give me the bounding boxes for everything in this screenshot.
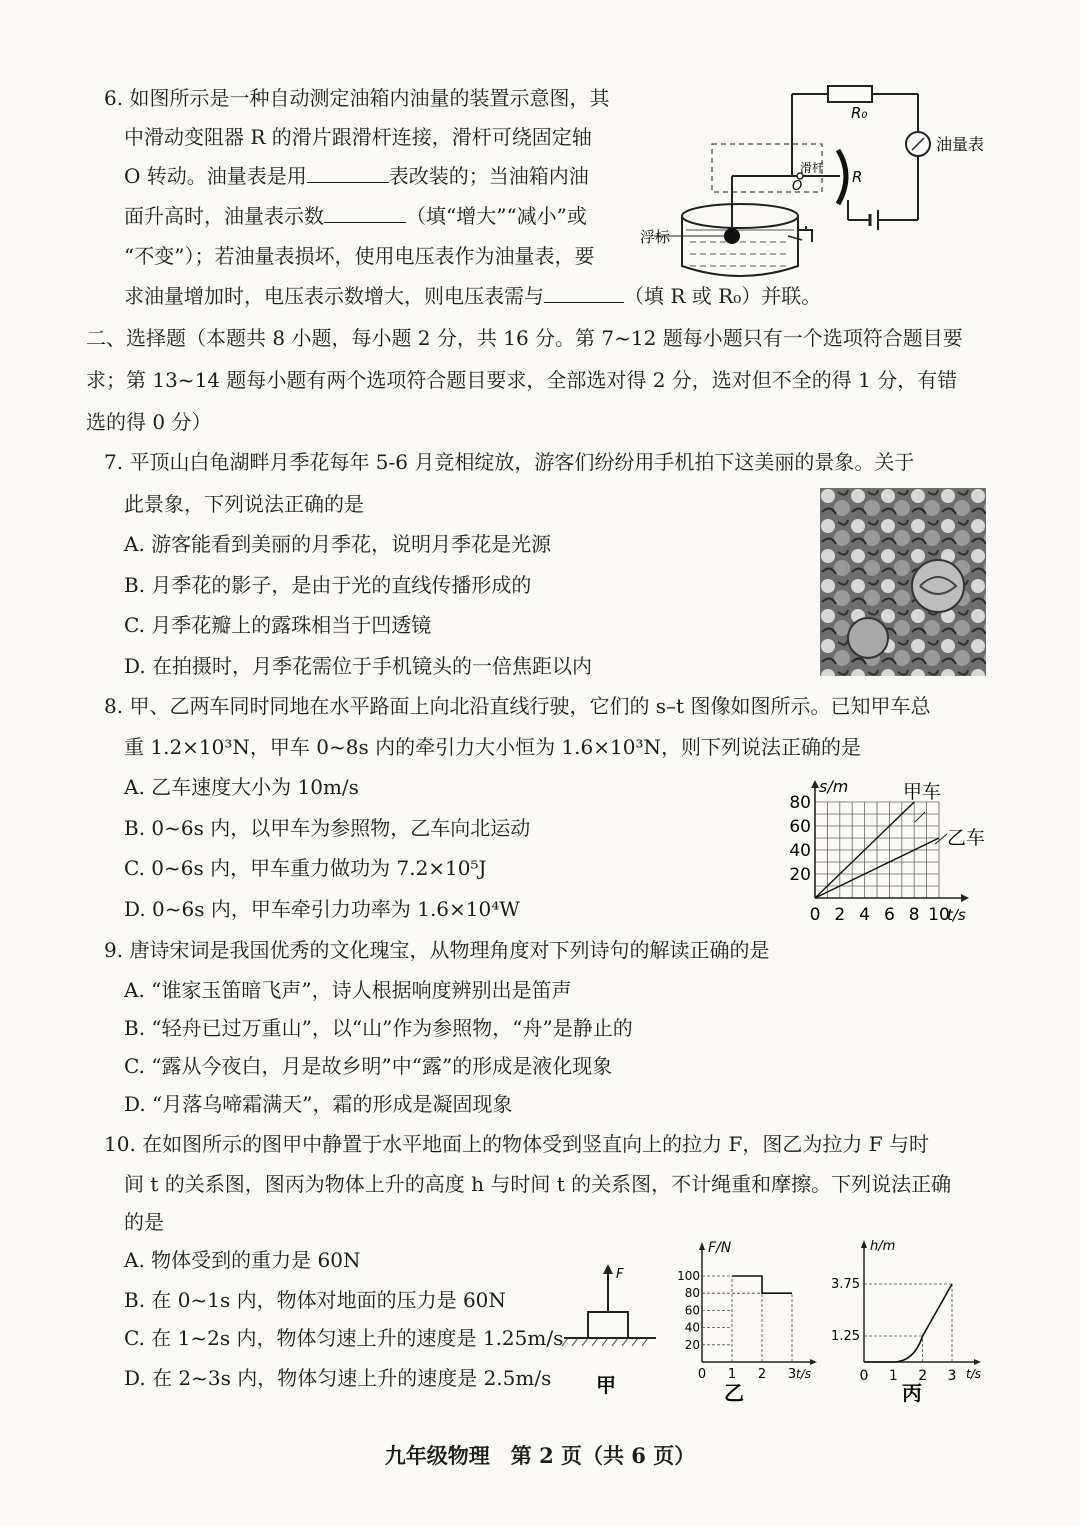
label-float: 浮标	[640, 228, 671, 246]
x-axis-arrow	[810, 1359, 817, 1365]
y-tick-label: 80	[684, 1286, 700, 1301]
q10-line-2: 间 t 的关系图，图丙为物体上升的高度 h 与时间 t 的关系图，不计绳重和摩擦。下列说法正确	[124, 1172, 952, 1196]
q8-option-d[interactable]: D. 0~6s 内，甲车牵引力功率为 1.6×10⁴W	[124, 897, 520, 921]
q6-line-4: 面升高时，油量表示数 （填“增大”“减小”或	[124, 204, 587, 228]
force-line	[732, 1276, 792, 1293]
rose-photo	[820, 488, 986, 676]
x-tick-label: 2	[834, 905, 846, 925]
y-axis-arrow	[861, 1240, 867, 1248]
y-axis-label: s/m	[819, 778, 849, 796]
q8-option-c[interactable]: C. 0~6s 内，甲车重力做功为 7.2×10⁵J	[124, 856, 487, 880]
x-tick-label: 4	[859, 905, 871, 925]
y-tick-label: 20	[789, 865, 811, 885]
x-tick-label: 1	[727, 1367, 737, 1382]
y-tick-label: 100	[677, 1269, 700, 1283]
q8-line-2: 重 1.2×10³N，甲车 0~8s 内的牵引力大小恒为 1.6×10³N，则下列说法正确的是	[124, 735, 861, 759]
q9-option-a[interactable]: A. “谁家玉笛暗飞声”，诗人根据响度辨别出是笛声	[124, 978, 572, 1002]
label-force: F	[616, 1267, 624, 1282]
y-axis-arrow	[699, 1242, 705, 1250]
resistor-r0	[828, 86, 872, 102]
q10-option-d[interactable]: D. 在 2~3s 内，物体匀速上升的速度是 2.5m/s	[124, 1366, 552, 1390]
series-label-jia: 甲车	[903, 781, 942, 803]
x-axis-label: t/s	[966, 1367, 981, 1381]
q6-line-3: O 转动。油量表是用 表改装的；当油箱内油	[124, 164, 589, 188]
answer-blank-2[interactable]	[324, 202, 406, 223]
x-tick-label: 6	[883, 905, 895, 925]
x-axis-label: t/s	[947, 906, 966, 924]
q7-option-b[interactable]: B. 月季花的影子，是由于光的直线传播形成的	[124, 573, 532, 597]
section2-line-1: 二、选择题（本题共 8 小题，每小题 2 分，共 16 分。第 7~12 题每小题只有一个选项符合题目要	[86, 326, 963, 350]
q8-option-b[interactable]: B. 0~6s 内，以甲车为参照物，乙车向北运动	[124, 816, 531, 840]
q8-line-1: 8. 甲、乙两车同时同地在水平路面上向北沿直线行驶，它们的 s–t 图像如图所示。已知甲车总	[104, 694, 931, 718]
y-tick-label: 40	[684, 1320, 700, 1335]
q7-line-1: 7. 平顶山白龟湖畔月季花每年 5-6 月竞相绽放，游客们纷纷用手机拍下这美丽的景象。关于	[104, 450, 915, 474]
q10-option-a[interactable]: A. 物体受到的重力是 60N	[124, 1248, 361, 1272]
y-axis-label: h/m	[870, 1239, 896, 1254]
label-meter: 油量表	[936, 135, 985, 154]
x-tick-label: 2	[757, 1367, 767, 1382]
label-r0: R₀	[851, 104, 868, 122]
q6-line-5: “不变”）；若油量表损坏，使用电压表作为油量表，要	[124, 244, 595, 268]
x-tick-label: 0	[697, 1367, 707, 1382]
answer-blank-3[interactable]	[544, 282, 624, 303]
st-chart	[775, 778, 990, 928]
x-tick-label: 8	[908, 905, 920, 925]
q9-line-1: 9. 唐诗宋词是我国优秀的文化瑰宝，从物理角度对下列诗句的解读正确的是	[104, 938, 770, 962]
q10-line-1: 10. 在如图所示的图甲中静置于水平地面上的物体受到竖直向上的拉力 F，图乙为拉力 F 与时	[104, 1132, 929, 1156]
section2-line-3: 选的得 0 分）	[86, 410, 212, 434]
x-axis-arrow	[961, 894, 969, 902]
figure-jia	[560, 1260, 660, 1410]
q7-option-a[interactable]: A. 游客能看到美丽的月季花，说明月季花是光源	[124, 532, 552, 556]
q7-option-c[interactable]: C. 月季花瓣上的露珠相当于凹透镜	[124, 613, 432, 637]
block	[588, 1312, 628, 1338]
x-tick-label: 0	[859, 1368, 869, 1384]
leader-jia	[915, 812, 925, 822]
answer-blank-1[interactable]	[307, 162, 389, 183]
y-tick-label: 60	[789, 817, 811, 837]
label-rod: 滑杆	[800, 161, 825, 175]
x-tick-label: 0	[809, 905, 821, 925]
q6-line-2: 中滑动变阻器 R 的滑片跟滑杆连接，滑杆可绕固定轴	[124, 125, 592, 149]
y-axis-arrow	[811, 780, 819, 788]
x-tick-label: 3	[947, 1368, 957, 1384]
x-tick-label: 2	[918, 1368, 928, 1384]
q9-option-d[interactable]: D. “月落乌啼霜满天”，霜的形成是凝固现象	[124, 1092, 513, 1116]
q7-option-d[interactable]: D. 在拍摄时，月季花需位于手机镜头的一倍焦距以内	[124, 654, 593, 678]
x-tick-label: 10	[928, 905, 950, 925]
y-tick-label: 80	[789, 793, 811, 813]
series-label-yi: 乙车	[947, 827, 986, 849]
q9-option-b[interactable]: B. “轻舟已过万重山”，以“山”作为参照物，“舟”是静止的	[124, 1016, 633, 1040]
page-footer: 九年级物理 第 2 页（共 6 页）	[384, 1443, 696, 1468]
y-axis-label: F/N	[708, 1240, 732, 1256]
q6-line-1: 6. 如图所示是一种自动测定油箱内油量的装置示意图，其	[104, 86, 610, 110]
q10-option-b[interactable]: B. 在 0~1s 内，物体对地面的压力是 60N	[124, 1288, 506, 1312]
ft-chart	[668, 1236, 828, 1406]
q7-line-2: 此景象，下列说法正确的是	[124, 492, 364, 516]
x-tick-label: 1	[888, 1368, 898, 1384]
y-tick-label: 20	[684, 1337, 700, 1352]
q9-option-c[interactable]: C. “露从今夜白，月是故乡明”中“露”的形成是液化现象	[124, 1054, 613, 1078]
label-bing: 丙	[902, 1381, 922, 1405]
x-axis-arrow	[974, 1359, 981, 1365]
label-r: R	[852, 168, 863, 186]
y-tick-label: 40	[789, 841, 811, 861]
float-ball	[724, 228, 740, 244]
oil-gauge-diagram	[640, 80, 1030, 300]
y-tick-label: 1.25	[831, 1329, 860, 1344]
label-yi: 乙	[724, 1381, 744, 1405]
q10-line-3: 的是	[124, 1210, 164, 1234]
section2-line-2: 求；第 13~14 题每小题有两个选项符合题目要求，全部选对得 2 分，选对但不全的得 1 分，有错	[86, 368, 958, 392]
label-o: O	[792, 179, 803, 194]
label-jia: 甲	[596, 1373, 616, 1397]
ht-chart	[830, 1236, 1000, 1406]
x-tick-label: 3	[787, 1367, 797, 1382]
y-tick-label: 60	[684, 1303, 700, 1318]
x-axis-label: t/s	[796, 1367, 811, 1381]
y-tick-label: 3.75	[831, 1277, 860, 1292]
q6-line-6: 求油量增加时，电压表示数增大，则电压表需与 （填 R 或 R₀）并联。	[124, 284, 822, 308]
q10-option-c[interactable]: C. 在 1~2s 内，物体匀速上升的速度是 1.25m/s	[124, 1326, 564, 1350]
q8-option-a[interactable]: A. 乙车速度大小为 10m/s	[124, 775, 359, 799]
